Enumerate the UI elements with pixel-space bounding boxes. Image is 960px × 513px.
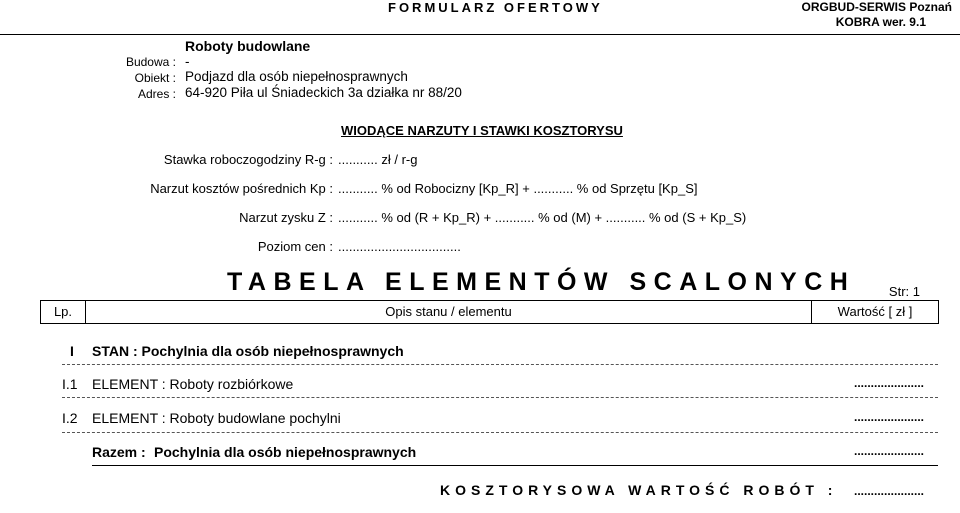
form-title: FORMULARZ OFERTOWY	[388, 0, 603, 15]
total-value: .....................	[853, 484, 924, 498]
project-type: Roboty budowlane	[185, 38, 311, 54]
rates-title: WIODĄCE NARZUTY I STAWKI KOSZTORYSU	[341, 123, 623, 138]
column-header-value: Wartość [ zł ]	[811, 300, 939, 324]
overhead-value: ........... % od Robocizny [Kp_R] + ........... % od Sprzętu [Kp_S]	[338, 181, 698, 196]
row-separator	[62, 432, 938, 433]
column-header-description: Opis stanu / elementu	[85, 300, 812, 324]
row-value: .....................	[853, 410, 924, 424]
overhead-label: Narzut kosztów pośrednich Kp :	[150, 181, 333, 196]
budowa-value: -	[185, 54, 190, 69]
budowa-label: Budowa :	[125, 55, 176, 69]
table-title: TABELA ELEMENTÓW SCALONYCH	[227, 268, 856, 296]
profit-label: Narzut zysku Z :	[239, 210, 333, 225]
summary-value: .....................	[853, 444, 924, 458]
header-divider	[0, 34, 960, 35]
labor-rate-value: ........... zł / r-g	[338, 152, 418, 167]
adres-label: Adres :	[137, 87, 176, 101]
row-lp: I.1	[62, 376, 78, 392]
row-value: .....................	[853, 376, 924, 390]
page-number: Str: 1	[888, 284, 920, 299]
row-description: ELEMENT : Roboty rozbiórkowe	[92, 376, 294, 392]
row-description: ELEMENT : Roboty budowlane pochylni	[92, 410, 341, 426]
labor-rate-label: Stawka roboczogodziny R-g :	[163, 152, 333, 167]
price-level-value: ..................................	[338, 239, 461, 254]
price-level-label: Poziom cen :	[257, 239, 333, 254]
summary-divider	[92, 465, 938, 466]
row-lp: I	[70, 343, 74, 359]
row-separator	[62, 364, 938, 365]
row-lp: I.2	[62, 410, 78, 426]
obiekt-label: Obiekt :	[134, 71, 176, 85]
row-description: STAN : Pochylnia dla osób niepełnosprawnych	[92, 343, 404, 359]
summary-label: Razem :	[92, 444, 146, 460]
column-header-lp: Lp.	[40, 300, 86, 324]
software-version: KOBRA wer. 9.1	[835, 15, 926, 29]
row-separator	[62, 397, 938, 398]
profit-value: ........... % od (R + Kp_R) + ........... % od (M) + ........... % od (S + Kp_S)	[338, 210, 747, 225]
summary-description: Pochylnia dla osób niepełnosprawnych	[154, 444, 417, 460]
adres-value: 64-920 Piła ul Śniadeckich 3a działka nr 88/20	[185, 85, 462, 100]
company-name: ORGBUD-SERWIS Poznań	[801, 0, 952, 14]
obiekt-value: Podjazd dla osób niepełnosprawnych	[185, 69, 408, 84]
total-label: KOSZTORYSOWA WARTOŚĆ ROBÓT :	[440, 482, 838, 498]
